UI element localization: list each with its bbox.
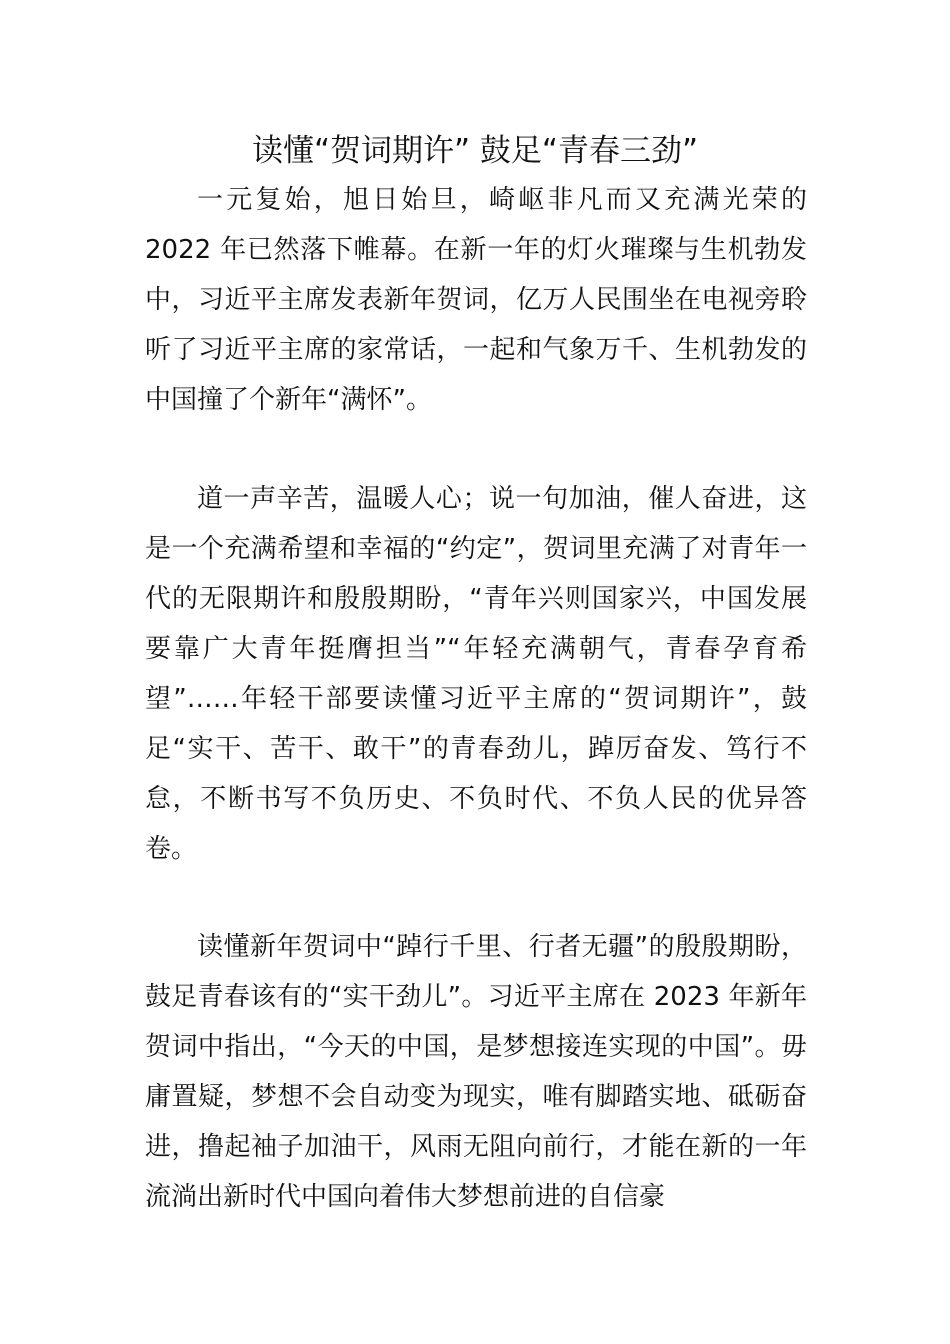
paragraph-1: 一元复始，旭日始旦，崎岖非凡而又充满光荣的 2022 年已然落下帷幕。在新一年的灯火璀璨与生机勃发中，习近平主席发表新年贺词，亿万人民围坐在电视旁聆听了习近平主席的家常话，一起和气象万千、生机勃发的中国撞了个新年“满怀”。: [145, 185, 807, 415]
paragraph-3: 读懂新年贺词中“踔行千里、行者无疆”的殷殷期盼，鼓足青春该有的“实干劲儿”。习近平主席在 2023 年新年贺词中指出，“今天的中国，是梦想接连实现的中国”。毋庸置疑，梦想不会自动变为现实，唯有脚踏实地、砥砺奋进，撸起袖子加油干，风雨无阻向前行，才能在新的一年流淌出新时代中国向着伟大梦想前进的自信豪: [145, 932, 807, 1212]
document-title: 读懂“贺词期许” 鼓足“青春三劲”: [251, 133, 699, 169]
paragraph-2: 道一声辛苦，温暖人心；说一句加油，催人奋进，这是一个充满希望和幸福的“约定”，贺词里充满了对青年一代的无限期许和殷殷期盼，“青年兴则国家兴，中国发展要靠广大青年挺膺担当”“年轻充满朝气，青春孕育希望”……年轻干部要读懂习近平主席的“贺词期许”，鼓足“实干、苦干、敢干”的青春劲儿，踔厉奋发、笃行不怠，不断书写不负历史、不负时代、不负人民的优异答卷。: [145, 484, 807, 864]
